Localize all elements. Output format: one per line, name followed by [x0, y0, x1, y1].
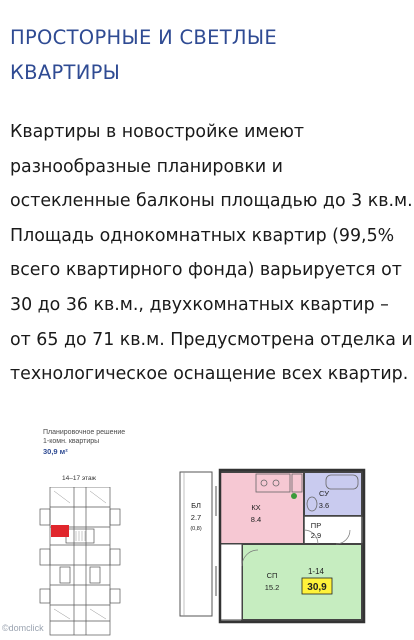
hall-name: ПР — [310, 521, 322, 530]
plan-caption-title: Планировочное решение — [43, 429, 126, 436]
description-paragraph — [10, 115, 413, 392]
description-line: всего квартирного фонда) варьируется от — [10, 260, 402, 281]
bedroom-area: 15.2 — [264, 583, 280, 592]
hall-area: 2.9 — [310, 531, 322, 540]
description-line: Квартиры в новостройке имеют — [10, 122, 304, 142]
apartment-area: 30,9 — [307, 582, 327, 593]
plan-caption — [43, 428, 125, 457]
page-heading — [10, 20, 406, 90]
bedroom-name: СП — [266, 571, 278, 580]
plan-caption-type: 1-комн. квартиры — [43, 438, 100, 445]
kitchen-area: 8.4 — [250, 515, 262, 524]
description-line: остекленные балконы площадью до 3 кв.м. — [10, 191, 413, 212]
apartment-floor-plan — [176, 466, 370, 636]
kitchen-name: КХ — [251, 503, 261, 512]
bath-name: СУ — [319, 489, 329, 498]
description-line: от 65 до 71 кв.м. Предусмотрена отделка и — [10, 329, 413, 350]
selected-apartment-marker — [51, 525, 69, 537]
description-line: Площадь однокомнатных квартир (99,5% — [10, 225, 395, 246]
description-line: 30 до 36 кв.м., двухкомнатных квартир – — [10, 294, 389, 315]
building-key-plan — [36, 487, 126, 637]
balcony-name: БЛ — [191, 501, 201, 510]
heading-line-2: КВАРТИРЫ — [10, 61, 121, 84]
bath-area: 3.6 — [318, 501, 330, 510]
watermark-logo: ©domclick — [2, 623, 44, 633]
balcony-area: 2.7 — [190, 513, 202, 522]
balcony-sub-area: (0,8) — [190, 526, 202, 532]
description-line: технологическое оснащение всех квартир. — [10, 364, 409, 385]
apartment-code: 1-14 — [307, 567, 325, 576]
floor-label: 14–17 этаж — [62, 475, 96, 482]
description-line: разнообразные планировки и — [10, 156, 283, 177]
plan-caption-area: 30,9 м² — [43, 447, 68, 456]
heading-line-1: ПРОСТОРНЫЕ И СВЕТЛЫЕ — [10, 26, 277, 49]
